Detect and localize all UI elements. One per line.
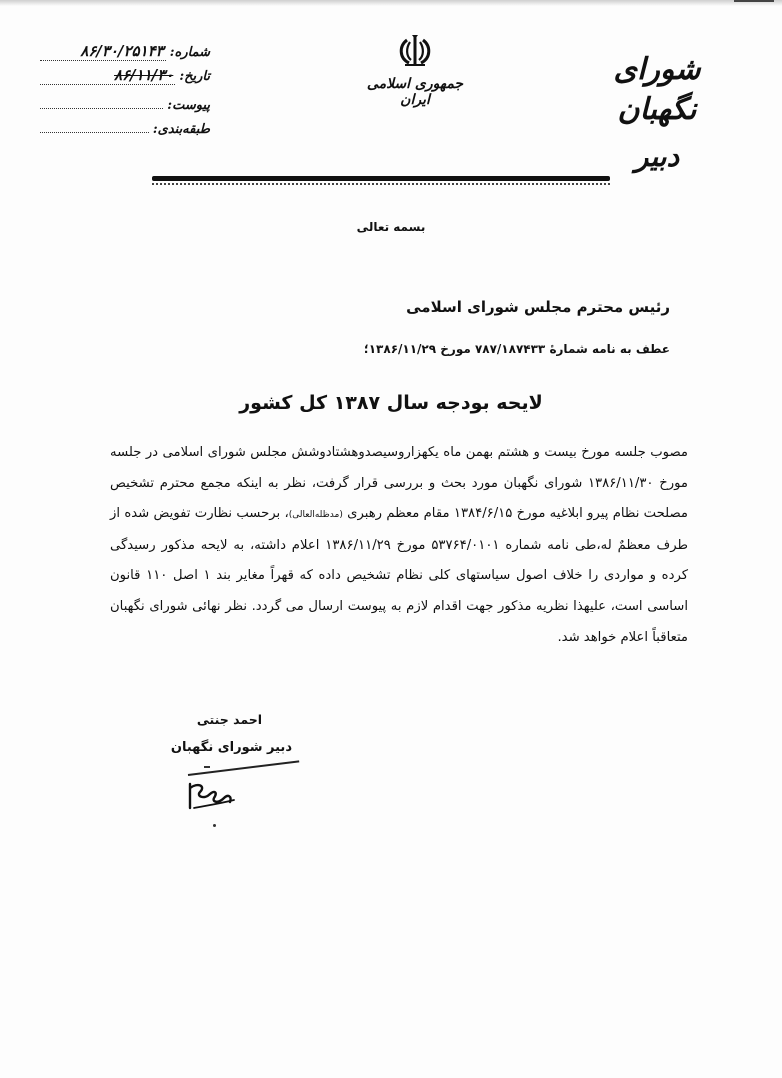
council-header [572,50,742,178]
emblem-text: جمهوری اسلامی ایران [366,76,464,108]
council-subtitle: دبیر [634,140,680,173]
signatory-name: احمد جنتی [196,712,262,727]
meta-value-date: ۸۶/۱۱/۳۰ [40,66,175,85]
signatory-title: دبیر شورای نگهبان [170,740,292,755]
meta-value-number: ۸۶/۳۰/۲۵۱۴۳ [40,42,166,61]
meta-value-classification [40,114,149,133]
addressee: رئیس محترم مجلس شورای اسلامی [406,298,670,316]
letter-meta-fields [40,42,210,138]
meta-label-date: تاریخ: [179,69,210,84]
header-separator [152,176,610,181]
invocation: بسمه تعالی [356,220,426,234]
handwritten-signature [184,778,244,818]
body-part-2: ، برحسب نظارت تفویض شده از طرف معظمٌ له،طی نامه شماره ۵۳۷۶۴/۰۱۰۱ مورخ ۱۳۸۶/۱۱/۲۹ اعلام داشته، به لایحه مذکور رسیدگی کرده و مواردی را خلاف اصول سیاستهای کلی نظام تشخیص داده که قهراً مغایر بند ۱ اصل ۱۱۰ قانون اساسی است، علیهذا نظریه مذکور جهت اقدام لازم به پیوست ارسال می گردد. نظر نهائی شورای نگهبان متعاقباً اعلام خواهد شد. [110,506,688,645]
meta-value-attachment [40,90,163,109]
reference-line: عطف به نامه شمارهٔ ۷۸۷/۱۸۷۴۳۳ مورخ ۱۳۸۶/۱۱/۲۹؛ [363,342,670,356]
subject-title: لایحه بودجه سال ۱۳۸۷ کل کشور [239,392,543,414]
meta-row-classification [40,114,210,138]
meta-row-date [40,66,210,90]
meta-row-number [40,42,210,66]
ink-dot [213,824,216,827]
header-separator-dots [152,183,610,185]
scan-edge-shadow [0,0,782,6]
body-honorific: (مدظله‌العالی) [288,510,343,521]
meta-label-attachment: پیوست: [167,98,210,113]
council-name: شورای نگهبان [613,52,701,127]
corner-mark [734,0,774,6]
body-part-1: مصوب جلسه مورخ بیست و هشتم بهمن ماه یکهزاروسیصدوهشتادوشش مجلس شورای اسلامی در جلسه مورخ ۱۳۸۶/۱۱/۳۰ شورای نگهبان مورد بحث و بررسی قرار گرفت، نظر به اینکه مجمع محترم تشخیص مصلحت نظام پیرو ابلاغیه مورخ ۱۳۸۴/۶/۱۵ مقام معظم رهبری [110,445,688,522]
emblem-icon [395,30,435,70]
meta-row-attachment [40,90,210,114]
signature-tick [204,766,210,768]
signature-line [188,760,299,776]
emblem-block [355,30,475,108]
body-paragraph [110,438,688,653]
meta-label-number: شماره: [169,45,210,60]
meta-label-classification: طبقه‌بندی: [152,122,210,137]
